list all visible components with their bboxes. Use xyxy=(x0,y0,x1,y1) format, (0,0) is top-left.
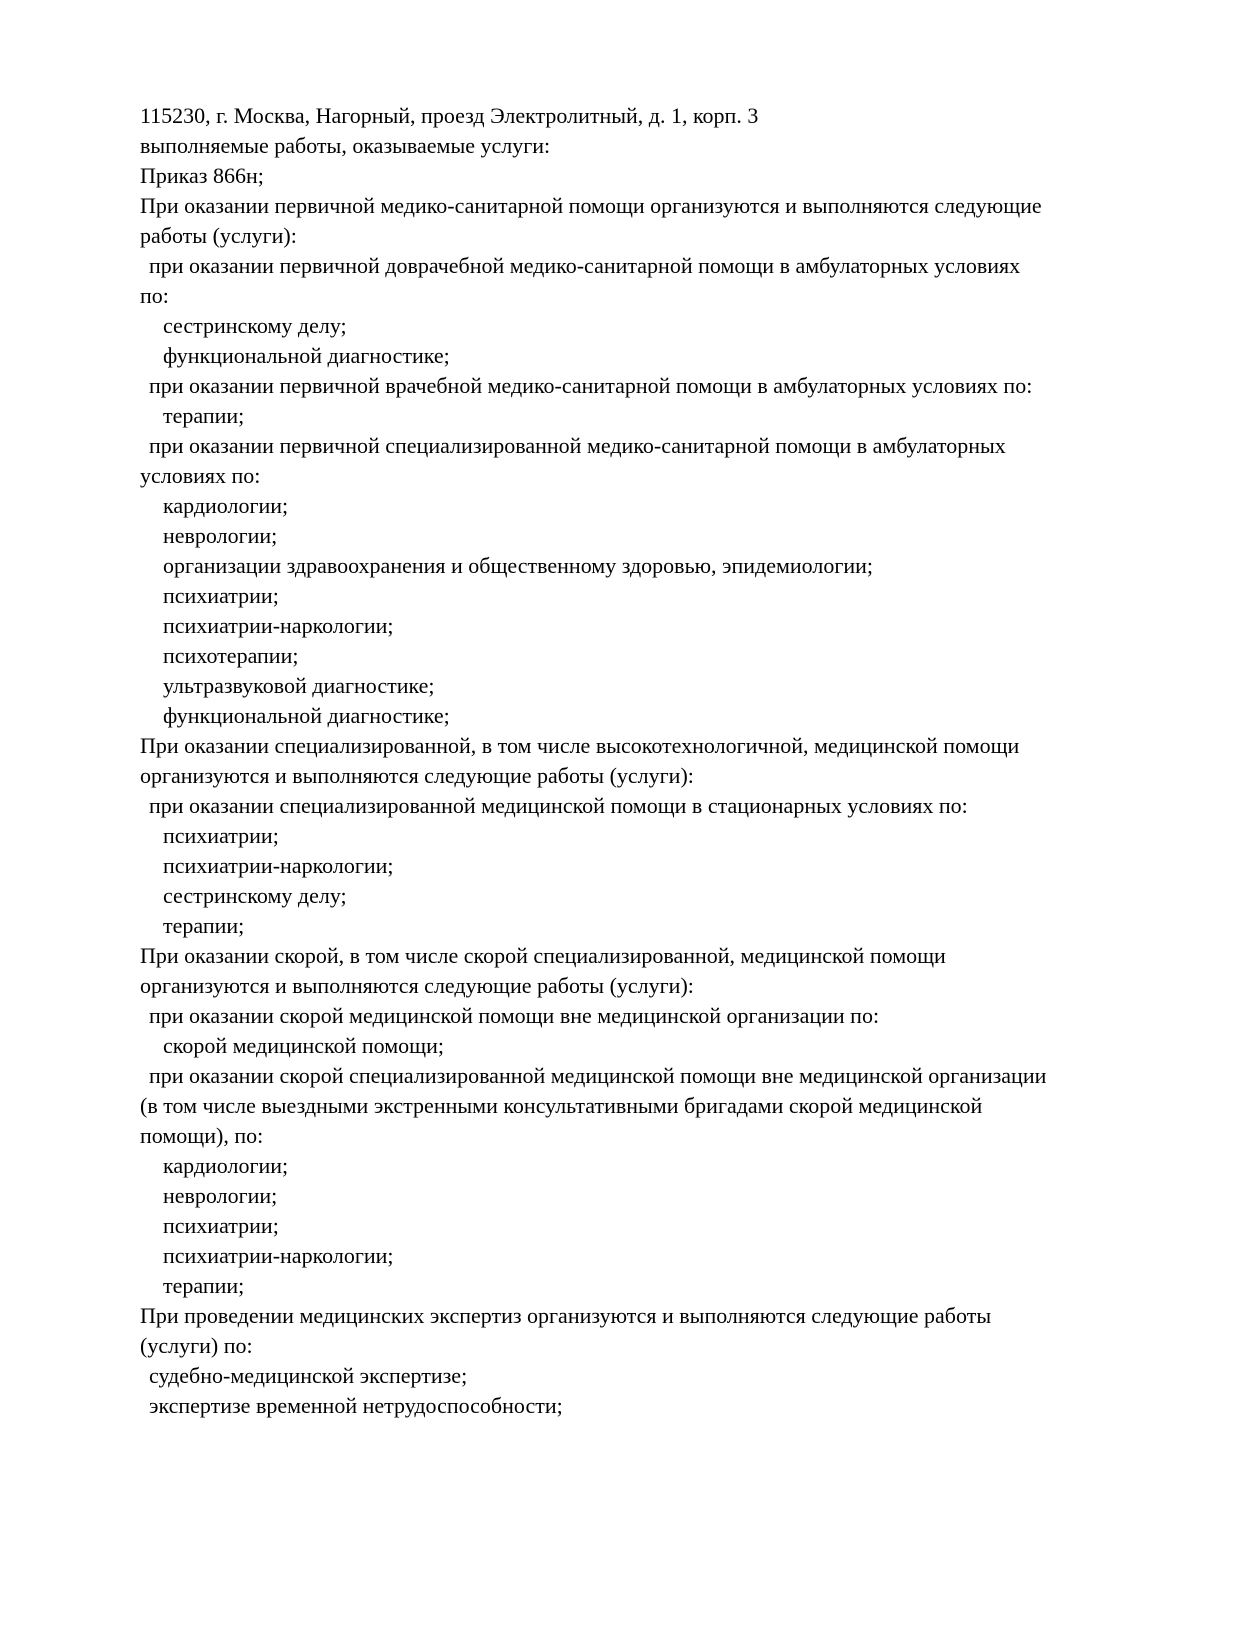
text-line: помощи), по: xyxy=(140,1123,264,1148)
text-line: при оказании скорой специализированной медицинской помощи вне медицинской организации xyxy=(149,1063,1047,1088)
text-line: кардиологии; xyxy=(163,493,289,518)
text-line: Приказ 866н; xyxy=(140,163,264,188)
text-line: 115230, г. Москва, Нагорный, проезд Электролитный, д. 1, корп. 3 xyxy=(140,103,759,128)
text-line: (услуги) по: xyxy=(140,1333,253,1358)
text-line: При оказании специализированной, в том числе высокотехнологичной, медицинской помощи xyxy=(140,733,1020,758)
text-line: терапии; xyxy=(163,1273,245,1298)
text-line: ультразвуковой диагностике; xyxy=(163,673,435,698)
text-line: при оказании скорой медицинской помощи вне медицинской организации по: xyxy=(149,1003,880,1028)
text-line: организуются и выполняются следующие работы (услуги): xyxy=(140,763,694,788)
text-line: При оказании первичной медико-санитарной помощи организуются и выполняются следующие xyxy=(140,193,1042,218)
text-line: психиатрии-наркологии; xyxy=(163,1243,394,1268)
text-line: психотерапии; xyxy=(163,643,299,668)
text-line: выполняемые работы, оказываемые услуги: xyxy=(140,133,551,158)
text-line: неврологии; xyxy=(163,1183,278,1208)
text-line: При оказании скорой, в том числе скорой специализированной, медицинской помощи xyxy=(140,943,946,968)
text-line: скорой медицинской помощи; xyxy=(163,1033,445,1058)
text-line: при оказании первичной доврачебной медико-санитарной помощи в амбулаторных условиях xyxy=(149,253,1021,278)
text-line: сестринскому делу; xyxy=(163,313,347,338)
text-line: (в том числе выездными экстренными консультативными бригадами скорой медицинской xyxy=(140,1093,983,1118)
text-line: экспертизе временной нетрудоспособности; xyxy=(149,1393,563,1418)
text-line: психиатрии; xyxy=(163,1213,279,1238)
text-line: при оказании первичной врачебной медико-санитарной помощи в амбулаторных условиях по: xyxy=(149,373,1033,398)
text-line: работы (услуги): xyxy=(140,223,297,248)
text-line: условиях по: xyxy=(140,463,261,488)
text-line: При проведении медицинских экспертиз организуются и выполняются следующие работы xyxy=(140,1303,992,1328)
text-line: при оказании первичной специализированной медико-санитарной помощи в амбулаторных xyxy=(149,433,1006,458)
text-line: организации здравоохранения и общественному здоровью, эпидемиологии; xyxy=(163,553,874,578)
text-line: организуются и выполняются следующие работы (услуги): xyxy=(140,973,694,998)
text-line: неврологии; xyxy=(163,523,278,548)
text-line: психиатрии-наркологии; xyxy=(163,853,394,878)
text-line: психиатрии-наркологии; xyxy=(163,613,394,638)
text-line: сестринскому делу; xyxy=(163,883,347,908)
text-line: терапии; xyxy=(163,403,245,428)
text-line: функциональной диагностике; xyxy=(163,703,450,728)
text-line: кардиологии; xyxy=(163,1153,289,1178)
text-line: терапии; xyxy=(163,913,245,938)
text-line: судебно-медицинской экспертизе; xyxy=(149,1363,468,1388)
text-line: по: xyxy=(140,283,169,308)
text-line: при оказании специализированной медицинской помощи в стационарных условиях по: xyxy=(149,793,968,818)
text-line: психиатрии; xyxy=(163,823,279,848)
text-line: психиатрии; xyxy=(163,583,279,608)
text-line: функциональной диагностике; xyxy=(163,343,450,368)
document-text-block xyxy=(140,101,1215,1421)
